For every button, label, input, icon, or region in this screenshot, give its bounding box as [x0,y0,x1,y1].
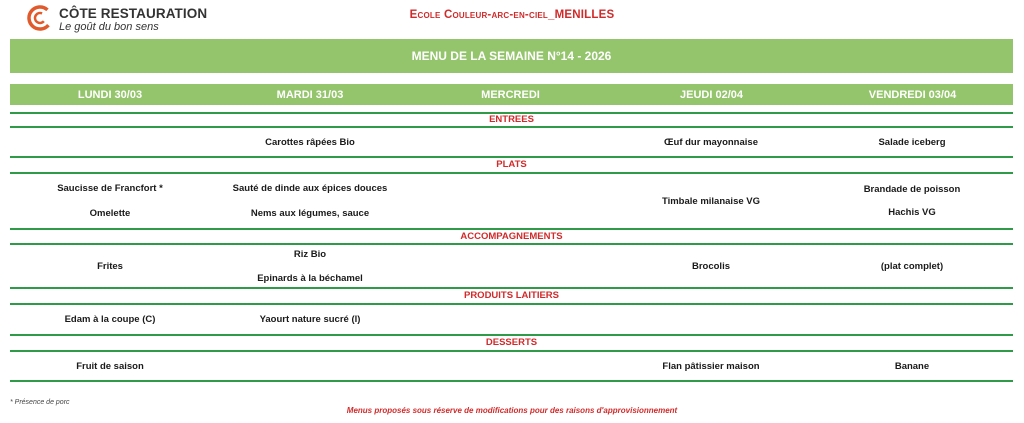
menu-item-tuesday: Nems aux légumes, sauce [250,208,370,219]
menu-item-monday: Omelette [89,208,131,219]
section-title: ENTREES [489,114,534,125]
menu-item-tuesday: Yaourt nature sucré (l) [259,314,361,325]
menu-item-friday: (plat complet) [880,261,944,272]
menu-item-thursday: Œuf dur mayonnaise [664,137,758,148]
section-title: DESSERTS [485,337,538,348]
footnote: * Présence de porc [10,399,70,406]
disclaimer: Menus proposés sous réserve de modifications pour des raisons d'approvisionnement [346,406,678,415]
brand-name: CÔTE RESTAURATION [59,6,208,21]
menu-title-bar [10,39,1013,73]
school-name-container [0,5,1024,23]
menu-item-monday: Saucisse de Francfort * [57,183,163,194]
menu-item-thursday: Timbale milanaise VG [661,196,761,207]
section-title: ACCOMPAGNEMENTS [460,231,563,242]
menu-item-monday: Frites [97,261,123,272]
day-header-tuesday: MARDI 31/03 [276,88,344,101]
day-header-thursday: JEUDI 02/04 [680,88,743,101]
menu-title: MENU DE LA SEMAINE N°14 - 2026 [411,49,612,63]
section-divider-below-title [10,350,1013,352]
menu-item-tuesday: Riz Bio [293,249,327,260]
section-divider-below-title [10,126,1013,128]
menu-item-friday: Salade iceberg [878,137,946,148]
day-header-monday: LUNDI 30/03 [77,88,143,101]
menu-item-friday: Banane [894,361,930,372]
section-divider-top [10,228,1013,230]
menu-item-tuesday: Epinards à la béchamel [257,273,363,284]
section-divider-below-title [10,243,1013,245]
section-title: PLATS [496,159,527,170]
section-divider-top [10,287,1013,289]
day-header-wednesday: MERCREDI [481,88,540,101]
menu-item-thursday: Brocolis [691,261,730,272]
brand-tagline: Le goût du bon sens [59,21,159,33]
menu-item-tuesday: Carottes râpées Bio [265,137,355,148]
days-header [10,84,1013,105]
section-divider-top [10,156,1013,158]
table-bottom-divider [10,380,1013,382]
section-divider-top [10,334,1013,336]
menu-item-monday: Edam à la coupe (C) [64,314,156,325]
menu-item-tuesday: Sauté de dinde aux épices douces [232,183,388,194]
menu-item-monday: Fruit de saison [76,361,144,372]
school-name: Ecole Couleur-arc-en-ciel_MENILLES [409,9,615,21]
day-header-friday: VENDREDI 03/04 [868,88,957,101]
menu-item-friday: Brandade de poisson [863,184,961,195]
section-title: PRODUITS LAITIERS [463,290,559,301]
section-divider-below-title [10,172,1013,174]
menu-item-friday: Hachis VG [888,207,936,218]
menu-item-thursday: Flan pâtissier maison [662,361,760,372]
section-divider-below-title [10,303,1013,305]
